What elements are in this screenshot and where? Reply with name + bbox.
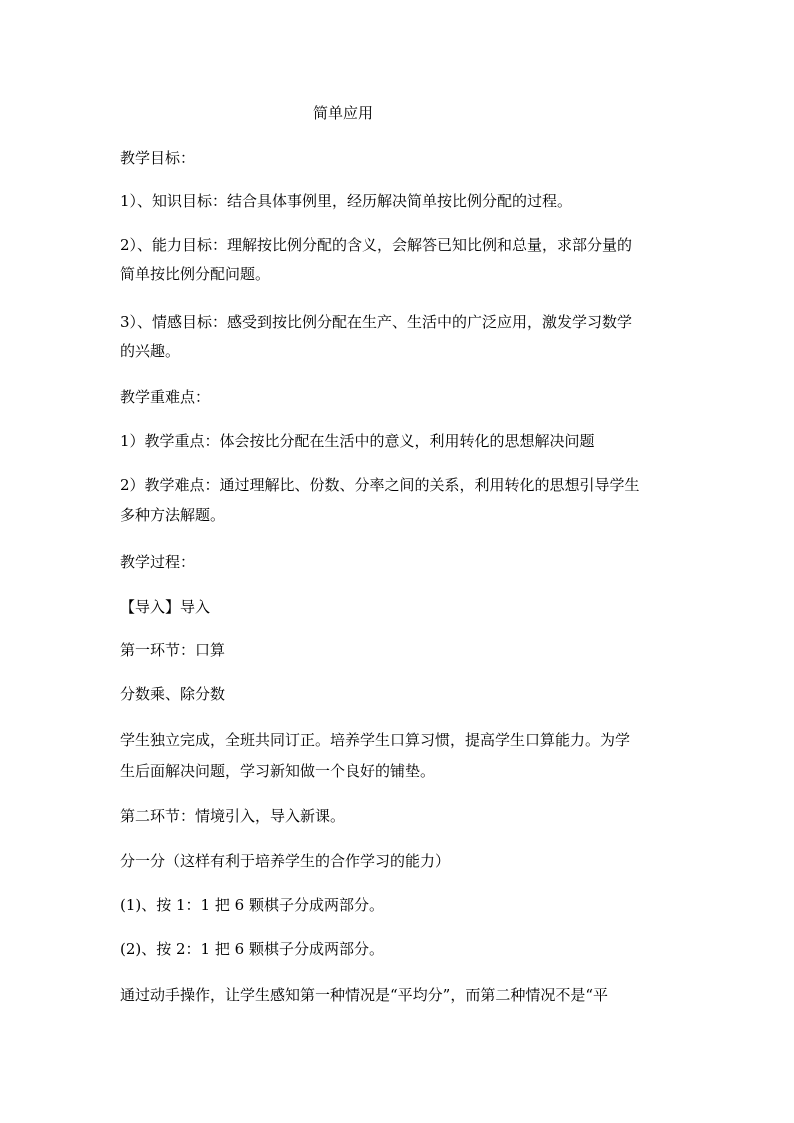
key-point: 1）教学重点：体会按比分配在生活中的意义，利用转化的思想解决问题 [120, 432, 595, 450]
goal-ability-line2: 简单按比例分配问题。 [120, 265, 271, 283]
activity-item-2: (2)、按 2：1 把 6 颗棋子分成两部分。 [120, 940, 384, 958]
heading-key-difficult-points: 教学重难点： [120, 388, 211, 406]
goal-knowledge: 1）、知识目标：结合具体事例里，经历解决简单按比例分配的过程。 [120, 192, 573, 210]
difficult-point-line2: 多种方法解题。 [120, 506, 226, 524]
difficult-point-line1: 2）教学难点：通过理解比、份数、分率之间的关系，利用转化的思想引导学生 [120, 476, 640, 494]
step-two-heading: 第二环节：情境引入，导入新课。 [120, 807, 346, 825]
activity-conclusion: 通过动手操作，让学生感知第一种情况是“平均分”，而第二种情况不是“平 [120, 986, 609, 1004]
goal-emotion-line1: 3）、情感目标：感受到按比例分配在生产、生活中的广泛应用，激发学习数学 [120, 313, 633, 331]
section-introduction: 【导入】导入 [120, 598, 211, 616]
step-one-desc-line1: 学生独立完成，全班共同订正。培养学生口算习惯，提高学生口算能力。为学 [120, 731, 631, 749]
activity-item-1: (1)、按 1：1 把 6 颗棋子分成两部分。 [120, 896, 384, 914]
step-one-heading: 第一环节：口算 [120, 641, 226, 659]
document-title: 简单应用 [313, 104, 374, 122]
goal-emotion-line2: 的兴趣。 [120, 342, 181, 360]
goal-ability-line1: 2）、能力目标：理解按比例分配的含义，会解答已知比例和总量，求部分量的 [120, 236, 633, 254]
step-one-desc-line2: 生后面解决问题，学习新知做一个良好的铺垫。 [120, 762, 436, 780]
heading-teaching-process: 教学过程： [120, 553, 196, 571]
activity-divide: 分一分（这样有利于培养学生的合作学习的能力） [120, 852, 451, 870]
step-one-topic: 分数乘、除分数 [120, 685, 226, 703]
heading-teaching-goals: 教学目标： [120, 149, 196, 167]
